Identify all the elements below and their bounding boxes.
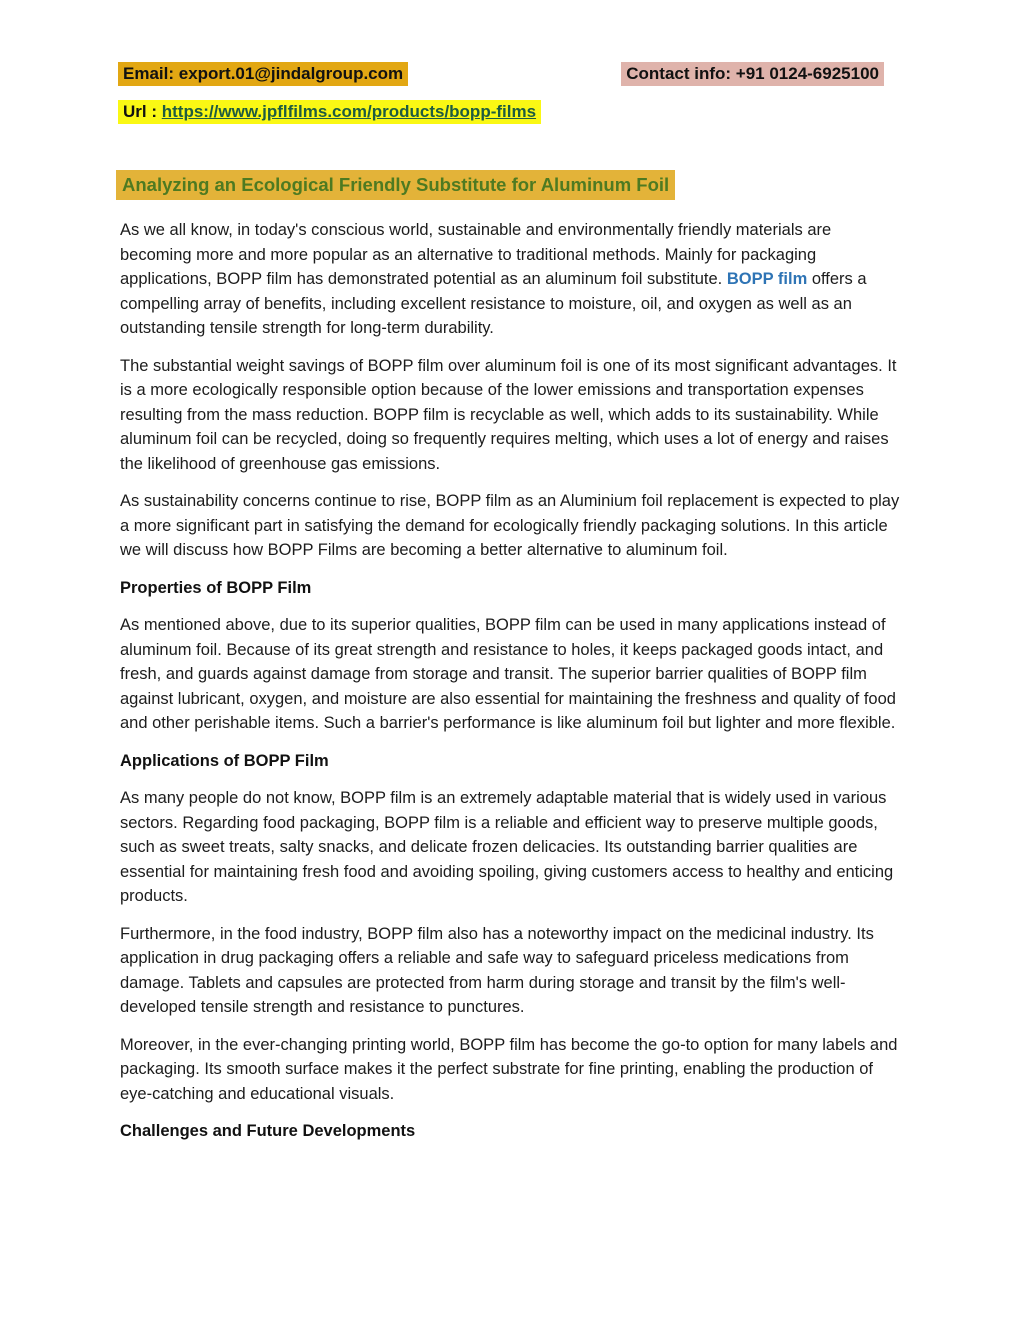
paragraph-intro-before: As we all know, in today's conscious world, sustainable and environmentally friendly materials are becoming more and more popular as an alternative to traditional methods. Mainly for packaging applications, BOPP film has demonstrated potential as an aluminum foil substitute. bbox=[120, 221, 832, 288]
header-row bbox=[120, 62, 904, 86]
section-heading-challenges: Challenges and Future Developments bbox=[120, 1122, 416, 1140]
paragraph-sustainability: As sustainability concerns continue to rise, BOPP film as an Aluminium foil replacement is expected to play a more significant part in satisfying the demand for ecologically friendly packaging solutions. In this article we will discuss how BOPP Films are becoming a better alternative to aluminum foil. bbox=[120, 492, 900, 559]
url-link[interactable]: https://www.jpflfilms.com/products/bopp-films bbox=[161, 102, 537, 121]
paragraph-properties: As mentioned above, due to its superior qualities, BOPP film can be used in many applications instead of aluminum foil. Because of its great strength and resistance to holes, it keeps packaged goods intact, and fresh, and guards against damage from storage and transit. The superior barrier qualities of BOPP film against lubricant, oxygen, and moisture are also essential for maintaining the freshness and quality of food and other perishable items. Such a barrier's performance is like aluminum foil but lighter and more flexible. bbox=[120, 616, 896, 732]
paragraph-intro bbox=[120, 218, 904, 341]
paragraph-applications-medicine: Furthermore, in the food industry, BOPP film also has a noteworthy impact on the medicinal industry. Its application in drug packaging offers a reliable and safe way to safeguard priceless medications from damage. Tablets and capsules are protected from harm during storage and transit by the film's well-developed tensile strength and resistance to punctures. bbox=[120, 924, 874, 1016]
section-heading-applications: Applications of BOPP Film bbox=[120, 751, 329, 770]
paragraph-intro-after: offers a compelling array of benefits, including excellent resistance to moisture, oil, and oxygen as well as an outstanding tensile strength for long-term durability. bbox=[120, 270, 867, 337]
article-title bbox=[120, 170, 675, 200]
paragraph-weight-savings: The substantial weight savings of BOPP film over aluminum foil is one of its most significant advantages. It is a more ecologically responsible option because of the lower emissions and transportation expenses resulting from the mass reduction. BOPP film is recyclable as well, which adds to its sustainability. While aluminum foil can be recycled, doing so frequently requires melting, which uses a lot of energy and raises the likelihood of greenhouse gas emissions. bbox=[120, 356, 897, 473]
section-heading-properties: Properties of BOPP Film bbox=[120, 578, 312, 597]
url-label: Url : bbox=[123, 102, 157, 121]
contact-info-label: Contact info: +91 0124-6925100 bbox=[621, 62, 884, 86]
url-row bbox=[120, 100, 904, 124]
article-title-text: Analyzing an Ecological Friendly Substitute for Aluminum Foil bbox=[116, 170, 675, 200]
url-highlight bbox=[118, 100, 541, 124]
paragraph-applications-food: As many people do not know, BOPP film is an extremely adaptable material that is widely used in various sectors. Regarding food packaging, BOPP film is a reliable and efficient way to preserve multiple goods, such as sweet treats, salty snacks, and delicate frozen delicacies. Its outstanding barrier qualities are essential for maintaining fresh food and avoiding spoiling, giving customers access to healthy and enticing products. bbox=[120, 789, 894, 905]
email-label: Email: export.01@jindalgroup.com bbox=[118, 62, 408, 86]
paragraph-applications-printing: Moreover, in the ever-changing printing world, BOPP film has become the go-to option for many labels and packaging. Its smooth surface makes it the perfect substrate for fine printing, enabling the production of eye-catching and educational visuals. bbox=[120, 1035, 898, 1103]
bopp-film-link[interactable]: BOPP film bbox=[726, 270, 808, 288]
article-body bbox=[120, 218, 904, 1144]
